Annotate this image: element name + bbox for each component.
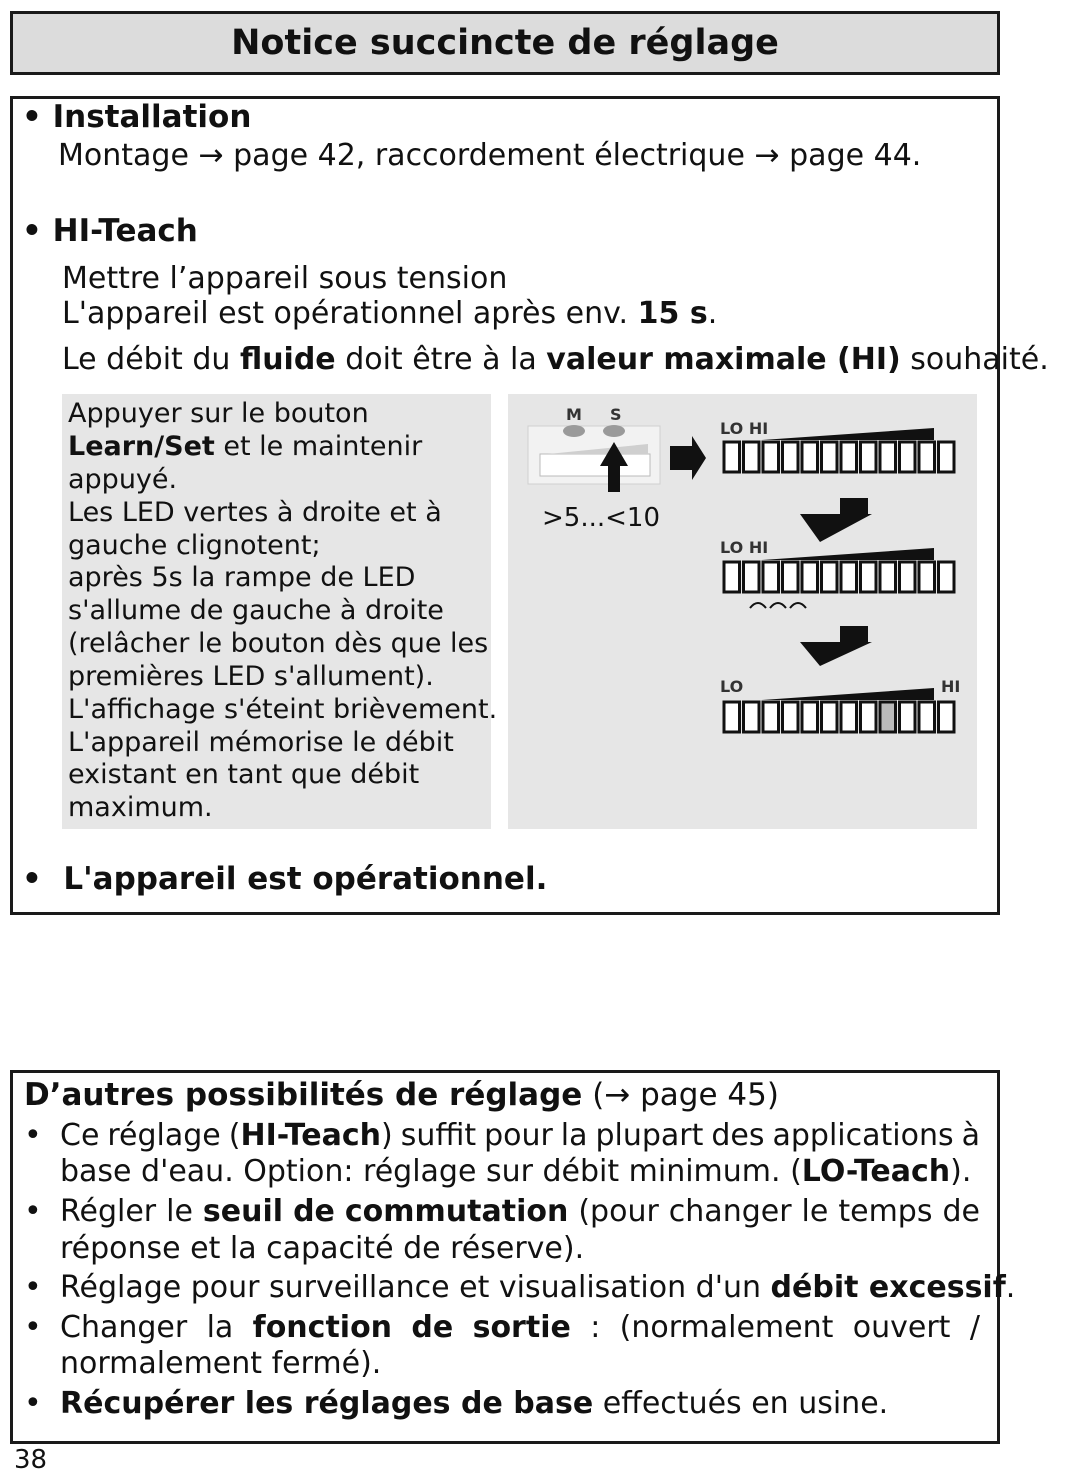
instruction-line: L'affichage s'éteint brièvement. bbox=[68, 694, 498, 725]
lo-hi-label-2: LO HI bbox=[720, 538, 769, 557]
led-segment bbox=[939, 562, 955, 592]
label-s: S bbox=[610, 405, 622, 424]
led-segment bbox=[802, 562, 818, 592]
instruction-line: maximum. bbox=[68, 792, 213, 823]
word: / bbox=[969, 1310, 980, 1345]
other-heading: D’autres possibilités de réglage (→ page 45) bbox=[24, 1077, 779, 1113]
led-segment bbox=[822, 442, 838, 472]
word: des bbox=[711, 1118, 765, 1153]
word: la bbox=[206, 1310, 234, 1345]
word: fonction bbox=[252, 1310, 393, 1345]
led-segment bbox=[861, 702, 877, 732]
led-segment bbox=[880, 562, 896, 592]
right-arrow-icon bbox=[670, 436, 706, 480]
list-item-line: réponse et la capacité de réserve). bbox=[60, 1231, 585, 1266]
led-segment bbox=[783, 442, 799, 472]
instruction-line: appuyé. bbox=[68, 464, 178, 495]
list-item-line: normalement fermé). bbox=[60, 1346, 382, 1381]
page-title: Notice succincte de réglage bbox=[10, 11, 1000, 75]
hi-teach-line2: L'appareil est opérationnel après env. 15 s. bbox=[62, 296, 718, 331]
instruction-line: gauche clignotent; bbox=[68, 530, 321, 561]
word: le bbox=[801, 1194, 829, 1229]
led-segment bbox=[783, 562, 799, 592]
word: Ce bbox=[60, 1118, 100, 1153]
hi-label-3: HI bbox=[941, 677, 961, 696]
word: commutation bbox=[344, 1194, 569, 1229]
led-segment bbox=[900, 442, 916, 472]
led-diagram-panel bbox=[508, 394, 977, 829]
led-segment bbox=[939, 702, 955, 732]
sequence-arrows-icon bbox=[750, 603, 806, 608]
led-segment bbox=[841, 702, 857, 732]
instruction-line: Appuyer sur le bouton bbox=[68, 398, 369, 429]
led-segment bbox=[763, 562, 779, 592]
word: la bbox=[560, 1118, 588, 1153]
word: pour bbox=[484, 1118, 553, 1153]
led-segment bbox=[841, 562, 857, 592]
operational-note: • L'appareil est opérationnel. bbox=[22, 861, 548, 897]
instruction-line: s'allume de gauche à droite bbox=[68, 595, 444, 626]
led-segment bbox=[763, 442, 779, 472]
word: (normalement bbox=[619, 1310, 834, 1345]
led-segment bbox=[744, 442, 760, 472]
led-segment bbox=[880, 442, 896, 472]
label-m: M bbox=[566, 405, 582, 424]
word: Changer bbox=[60, 1310, 188, 1345]
led-segment bbox=[919, 702, 935, 732]
lo-label-3: LO bbox=[720, 677, 744, 696]
led-segment bbox=[724, 442, 740, 472]
led-segment bbox=[822, 562, 838, 592]
led-segment bbox=[802, 442, 818, 472]
instruction-panel bbox=[62, 394, 498, 829]
led-segment bbox=[724, 702, 740, 732]
led-segment bbox=[841, 442, 857, 472]
led-segment bbox=[724, 562, 740, 592]
page-number: 38 bbox=[14, 1445, 48, 1475]
led-segment bbox=[900, 702, 916, 732]
instruction-line: L'appareil mémorise le débit bbox=[68, 727, 454, 758]
led-segment bbox=[861, 442, 877, 472]
led-segment bbox=[939, 442, 955, 472]
led-ramp bbox=[762, 548, 934, 560]
lo-hi-label-1: LO HI bbox=[720, 419, 769, 438]
led-segment bbox=[880, 702, 896, 732]
installation-text: Montage → page 42, raccordement électrique → page 44. bbox=[58, 138, 922, 173]
button-s-icon bbox=[603, 425, 625, 437]
instruction-line: Les LED vertes à droite et à bbox=[68, 497, 442, 528]
word: seuil bbox=[202, 1194, 284, 1229]
word: temps bbox=[838, 1194, 933, 1229]
word: de bbox=[293, 1194, 335, 1229]
led-segment bbox=[822, 702, 838, 732]
instruction-line: (relâcher le bouton dès que les bbox=[68, 628, 489, 659]
word: (pour bbox=[578, 1194, 659, 1229]
installation-heading: • Installation bbox=[22, 99, 252, 135]
instruction-line: après 5s la rampe de LED bbox=[68, 562, 416, 593]
word: changer bbox=[668, 1194, 792, 1229]
led-segment bbox=[744, 702, 760, 732]
word: sortie bbox=[472, 1310, 571, 1345]
down-arrow-icon bbox=[800, 626, 872, 666]
word: applications bbox=[772, 1118, 954, 1153]
led-segment bbox=[783, 702, 799, 732]
hi-teach-heading: • HI-Teach bbox=[22, 213, 198, 249]
time-range: >5...<10 bbox=[542, 503, 660, 533]
word: le bbox=[166, 1194, 193, 1229]
word: de bbox=[411, 1310, 454, 1345]
word: réglage bbox=[107, 1118, 221, 1153]
word: suffit bbox=[400, 1118, 477, 1153]
down-arrow-icon bbox=[800, 498, 872, 542]
instruction-line: Learn/Set et le maintenir bbox=[68, 431, 423, 462]
led-bars bbox=[724, 428, 954, 732]
button-m-icon bbox=[563, 425, 585, 437]
word: de bbox=[942, 1194, 980, 1229]
led-segment bbox=[802, 702, 818, 732]
word: à bbox=[961, 1118, 980, 1153]
list-item-line: base d'eau. Option: réglage sur débit minimum. (LO-Teach). bbox=[60, 1154, 972, 1189]
led-diagram bbox=[508, 394, 977, 829]
hi-teach-line3: Le débit du fluide doit être à la valeur maximale (HI) souhaité. bbox=[62, 342, 1049, 377]
word: plupart bbox=[595, 1118, 704, 1153]
led-segment bbox=[900, 562, 916, 592]
word: : bbox=[590, 1310, 601, 1345]
word: Régler bbox=[60, 1194, 157, 1229]
instruction-line: premières LED s'allument). bbox=[68, 661, 434, 692]
led-segment bbox=[919, 562, 935, 592]
word: ouvert bbox=[852, 1310, 951, 1345]
led-segment bbox=[744, 562, 760, 592]
word: (HI-Teach) bbox=[228, 1118, 393, 1153]
instruction-line: existant en tant que débit bbox=[68, 759, 420, 790]
led-ramp bbox=[762, 428, 934, 440]
hi-teach-line1: Mettre l’appareil sous tension bbox=[62, 261, 508, 296]
led-segment bbox=[919, 442, 935, 472]
led-segment bbox=[763, 702, 779, 732]
led-segment bbox=[861, 562, 877, 592]
led-ramp bbox=[762, 688, 934, 700]
